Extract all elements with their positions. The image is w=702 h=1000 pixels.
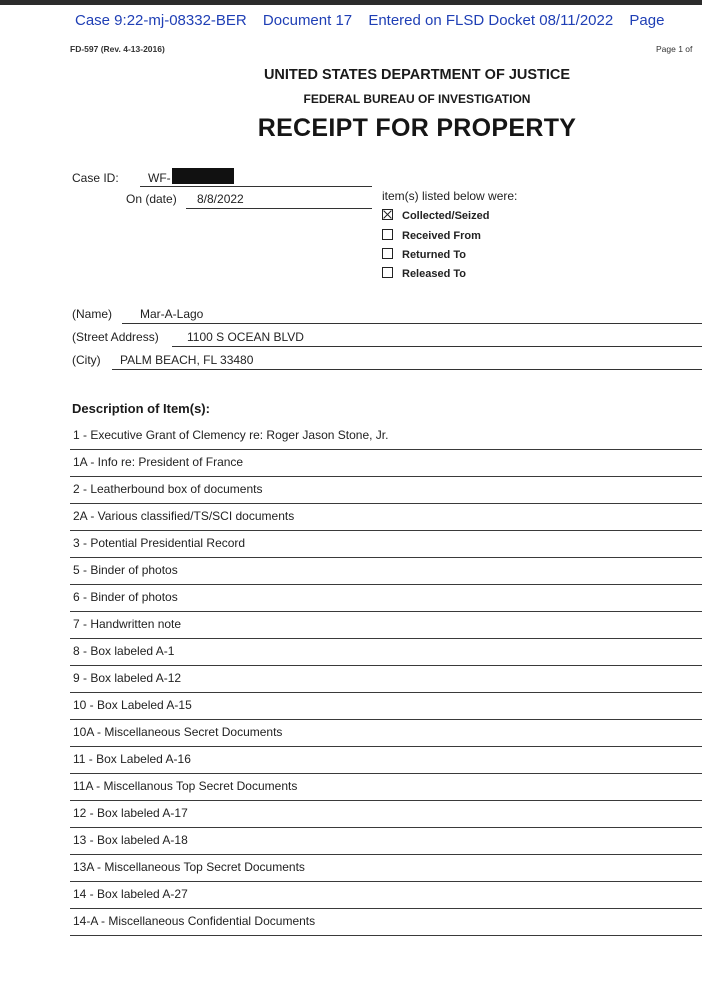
form-title: RECEIPT FOR PROPERTY bbox=[257, 114, 577, 142]
date-value: 8/8/2022 bbox=[197, 192, 244, 206]
date-label: On (date) bbox=[126, 192, 177, 206]
list-item: 1 - Executive Grant of Clemency re: Roger Jason Stone, Jr. bbox=[70, 424, 702, 450]
option-returned-to[interactable] bbox=[382, 248, 466, 261]
case-id-underline bbox=[140, 186, 372, 187]
form-number: FD-597 (Rev. 4-13-2016) bbox=[70, 44, 165, 54]
list-item: 2 - Leatherbound box of documents bbox=[70, 478, 702, 504]
list-item: 10A - Miscellaneous Secret Documents bbox=[70, 721, 702, 747]
case-id-label: Case ID: bbox=[72, 171, 119, 185]
street-address-label: (Street Address) bbox=[72, 330, 159, 344]
docket-entry-date: Entered on FLSD Docket 08/11/2022 bbox=[368, 12, 614, 29]
option-label: Released To bbox=[402, 268, 466, 280]
list-item: 12 - Box labeled A-17 bbox=[70, 802, 702, 828]
document-number: Document 17 bbox=[262, 12, 353, 29]
case-number: Case 9:22-mj-08332-BER bbox=[75, 12, 247, 29]
items-list bbox=[70, 424, 702, 937]
checkbox-icon[interactable] bbox=[382, 229, 393, 240]
description-heading: Description of Item(s): bbox=[72, 401, 210, 416]
page-of-label: Page 1 of bbox=[656, 44, 693, 54]
status-heading: item(s) listed below were: bbox=[382, 189, 518, 203]
city-underline bbox=[112, 369, 702, 370]
page-top-edge bbox=[0, 0, 702, 5]
list-item: 6 - Binder of photos bbox=[70, 586, 702, 612]
list-item: 8 - Box labeled A-1 bbox=[70, 640, 702, 666]
list-item: 10 - Box Labeled A-15 bbox=[70, 694, 702, 720]
department-heading: UNITED STATES DEPARTMENT OF JUSTICE bbox=[263, 67, 571, 83]
street-address-underline bbox=[172, 346, 702, 347]
case-id-value: WF- bbox=[148, 171, 171, 185]
docket-page: Page bbox=[629, 12, 665, 29]
list-item: 14 - Box labeled A-27 bbox=[70, 883, 702, 909]
name-value: Mar-A-Lago bbox=[140, 307, 204, 321]
list-item: 9 - Box labeled A-12 bbox=[70, 667, 702, 693]
option-label: Returned To bbox=[402, 249, 466, 261]
redaction-block bbox=[172, 168, 234, 184]
list-item: 13A - Miscellaneous Top Secret Documents bbox=[70, 856, 702, 882]
list-item: 7 - Handwritten note bbox=[70, 613, 702, 639]
list-item: 3 - Potential Presidential Record bbox=[70, 532, 702, 558]
city-value: PALM BEACH, FL 33480 bbox=[120, 353, 254, 367]
option-label: Received From bbox=[402, 230, 481, 242]
list-item: 14-A - Miscellaneous Confidential Documents bbox=[70, 910, 702, 936]
docket-header bbox=[75, 12, 676, 29]
city-label: (City) bbox=[72, 353, 101, 367]
name-underline bbox=[122, 323, 702, 324]
list-item: 11 - Box Labeled A-16 bbox=[70, 748, 702, 774]
list-item: 1A - Info re: President of France bbox=[70, 451, 702, 477]
option-label: Collected/Seized bbox=[402, 210, 490, 222]
option-collected-seized[interactable] bbox=[382, 209, 489, 222]
checked-checkbox-icon[interactable] bbox=[382, 209, 393, 220]
list-item: 5 - Binder of photos bbox=[70, 559, 702, 585]
list-item: 11A - Miscellanous Top Secret Documents bbox=[70, 775, 702, 801]
street-address-value: 1100 S OCEAN BLVD bbox=[187, 330, 304, 344]
list-item: 13 - Box labeled A-18 bbox=[70, 829, 702, 855]
option-released-to[interactable] bbox=[382, 267, 466, 280]
date-underline bbox=[186, 208, 372, 209]
checkbox-icon[interactable] bbox=[382, 248, 393, 259]
checkbox-icon[interactable] bbox=[382, 267, 393, 278]
list-item: 2A - Various classified/TS/SCI documents bbox=[70, 505, 702, 531]
bureau-heading: FEDERAL BUREAU OF INVESTIGATION bbox=[303, 92, 531, 106]
option-received-from[interactable] bbox=[382, 229, 481, 242]
name-label: (Name) bbox=[72, 307, 113, 321]
